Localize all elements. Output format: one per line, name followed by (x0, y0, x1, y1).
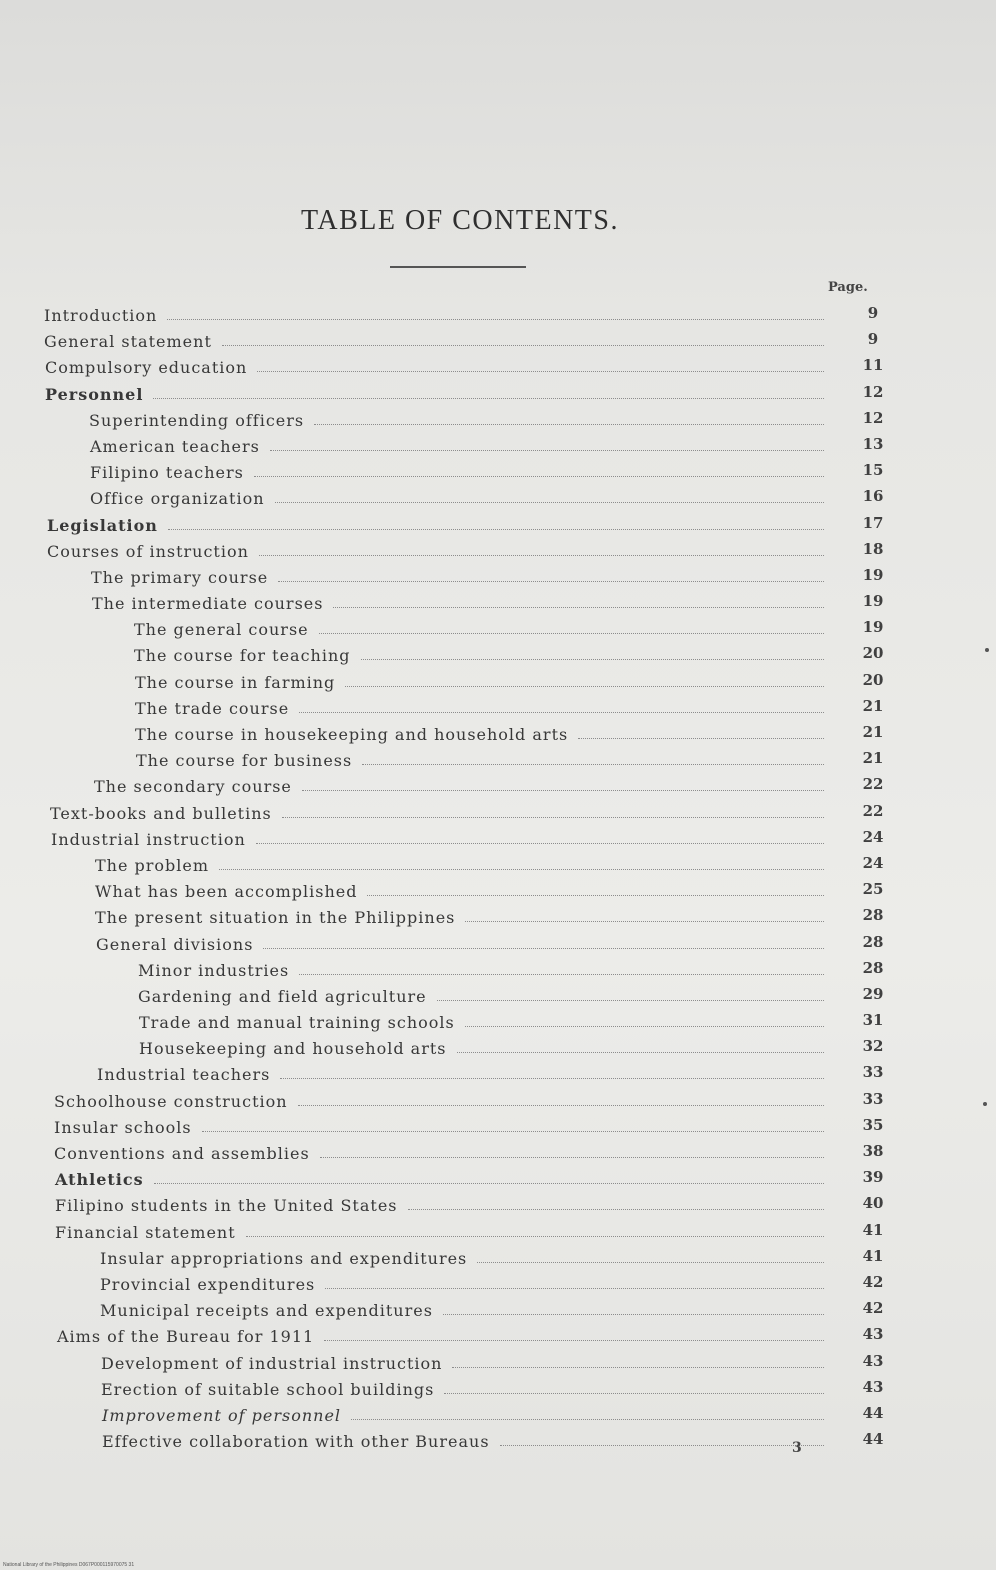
toc-entry-label: Development of industrial instruction (101, 1353, 443, 1373)
toc-leader-dots (314, 424, 824, 425)
toc-entry (0, 721, 996, 747)
toc-entry-page: 28 (862, 906, 884, 925)
toc-entry-label: Office organization (90, 489, 265, 509)
toc-entry-page: 43 (862, 1351, 884, 1370)
toc-entry-label: The course in housekeeping and household arts (135, 725, 569, 744)
toc-leader-dots (282, 817, 824, 818)
toc-entry-page: 22 (862, 775, 884, 794)
toc-entry-label: Housekeeping and household arts (139, 1039, 447, 1059)
toc-entry-label: Introduction (44, 306, 158, 325)
toc-leader-dots (154, 1183, 824, 1184)
toc-entry-page: 11 (862, 356, 884, 375)
toc-entry-label: Text-books and bulletins (50, 803, 272, 823)
toc-entry (0, 642, 996, 668)
toc-entry-page: 21 (862, 749, 884, 768)
toc-entry (0, 1009, 996, 1035)
toc-entry-label: Schoolhouse construction (54, 1091, 288, 1111)
toc-entry-page: 24 (862, 853, 884, 872)
toc-entry-page: 19 (862, 618, 884, 637)
toc-entry-page: 16 (862, 487, 884, 506)
toc-entry-label: Conventions and assemblies (54, 1144, 310, 1163)
toc-entry-label: The course in farming (135, 672, 336, 692)
toc-entry (0, 826, 996, 852)
toc-leader-dots (578, 738, 824, 739)
toc-entry-label: Aims of the Bureau for 1911 (57, 1327, 315, 1347)
toc-entry (0, 433, 996, 459)
toc-entry (0, 983, 996, 1009)
toc-entry-label: Superintending officers (89, 410, 305, 430)
toc-leader-dots (457, 1052, 824, 1053)
toc-entry-label: Improvement of personnel (102, 1405, 342, 1425)
toc-entry-page: 24 (862, 827, 884, 846)
folio-number: 3 (792, 1440, 802, 1456)
toc-leader-dots (351, 1419, 824, 1420)
toc-entry (0, 1297, 996, 1323)
toc-entry (0, 852, 996, 878)
toc-entry-page: 22 (862, 801, 884, 820)
toc-entry (0, 1245, 996, 1271)
toc-leader-dots (345, 686, 824, 687)
toc-entry-label: Minor industries (138, 960, 290, 980)
toc-leader-dots (500, 1445, 824, 1446)
toc-entry (0, 512, 996, 538)
toc-entry-label: American teachers (90, 436, 260, 456)
toc-leader-dots (168, 529, 824, 530)
toc-entry-page: 21 (862, 696, 884, 715)
toc-entry-page: 17 (862, 513, 884, 532)
toc-leader-dots (465, 1026, 824, 1027)
toc-entry-page: 21 (862, 723, 884, 741)
toc-entry-label: Legislation (47, 515, 158, 535)
toc-entry (0, 800, 996, 826)
toc-leader-dots (299, 712, 824, 713)
toc-entry-page: 19 (862, 565, 884, 584)
toc-entry-label: General divisions (96, 934, 254, 954)
toc-entry-label: The trade course (135, 698, 290, 718)
toc-entry (0, 931, 996, 957)
toc-leader-dots (452, 1367, 824, 1368)
toc-entry (0, 459, 996, 485)
toc-entry-page: 42 (862, 1299, 884, 1318)
toc-entry-label: Industrial teachers (97, 1065, 271, 1085)
toc-entry (0, 1166, 996, 1192)
toc-entry-page: 32 (862, 1037, 884, 1056)
toc-entry-label: General statement (44, 332, 212, 352)
toc-entry-page: 43 (862, 1325, 884, 1344)
toc-leader-dots (263, 948, 824, 949)
toc-entry-page: 18 (862, 539, 884, 558)
toc-entry-label: The problem (95, 855, 210, 875)
toc-entry-label: Filipino teachers (90, 463, 244, 483)
toc-entry-page: 28 (862, 958, 884, 977)
toc-leader-dots (302, 790, 824, 791)
toc-entry-page: 39 (862, 1168, 884, 1187)
scan-speck (983, 1102, 987, 1106)
toc-entry-page: 38 (862, 1142, 884, 1160)
toc-leader-dots (477, 1262, 824, 1263)
toc-entry-label: Erection of suitable school buildings (101, 1379, 435, 1399)
toc-leader-dots (320, 1157, 824, 1158)
toc-entry-label: The course for teaching (134, 646, 351, 666)
toc-entry (0, 328, 996, 354)
toc-entry-page: 33 (862, 1063, 884, 1082)
toc-entry-page: 15 (862, 461, 884, 480)
toc-entry-page: 28 (862, 932, 884, 951)
toc-entry (0, 878, 996, 904)
toc-leader-dots (219, 869, 824, 870)
toc-leader-dots (367, 895, 824, 896)
toc-entry-page: 31 (862, 1011, 884, 1030)
toc-entry (0, 1219, 996, 1245)
table-of-contents (0, 302, 996, 1454)
toc-entry (0, 616, 996, 642)
toc-entry (0, 1035, 996, 1061)
toc-entry (0, 957, 996, 983)
toc-entry-page: 41 (862, 1220, 884, 1239)
toc-entry (0, 1428, 996, 1454)
toc-entry-label: Industrial instruction (51, 829, 246, 849)
toc-leader-dots (167, 319, 824, 320)
toc-entry (0, 1376, 996, 1402)
toc-entry-page: 44 (862, 1403, 884, 1422)
toc-entry (0, 1402, 996, 1428)
toc-leader-dots (259, 555, 824, 556)
scan-footer: National Library of the Philippines D067P000115970075 31 (3, 1562, 135, 1568)
toc-entry (0, 381, 996, 407)
toc-leader-dots (437, 1000, 824, 1001)
toc-leader-dots (246, 1236, 824, 1237)
toc-entry (0, 669, 996, 695)
page-title: TABLE OF CONTENTS. (301, 205, 619, 236)
toc-entry-label: Insular schools (54, 1117, 192, 1137)
toc-entry-page: 42 (862, 1272, 884, 1291)
toc-entry (0, 695, 996, 721)
toc-leader-dots (325, 1288, 824, 1289)
toc-entry (0, 1114, 996, 1140)
toc-entry (0, 538, 996, 564)
toc-entry (0, 1192, 996, 1218)
toc-leader-dots (278, 581, 824, 582)
toc-entry (0, 407, 996, 433)
toc-entry (0, 747, 996, 773)
toc-entry (0, 564, 996, 590)
toc-entry-label: Personnel (45, 384, 144, 404)
toc-entry (0, 1088, 996, 1114)
toc-entry (0, 1271, 996, 1297)
toc-entry-label: Insular appropriations and expenditures (100, 1248, 468, 1268)
toc-entry-label: The secondary course (94, 777, 292, 797)
toc-entry-label: The course for business (136, 751, 353, 771)
toc-entry-label: Provincial expenditures (100, 1274, 316, 1294)
toc-leader-dots (256, 843, 824, 844)
toc-entry-page: 35 (862, 1115, 884, 1134)
toc-entry-label: Financial statement (55, 1222, 236, 1242)
toc-entry (0, 590, 996, 616)
toc-leader-dots (319, 633, 824, 634)
toc-entry-page: 9 (867, 304, 879, 322)
toc-entry-label: The present situation in the Philippines (95, 908, 456, 928)
toc-entry-label: The primary course (91, 567, 269, 587)
toc-leader-dots (361, 659, 824, 660)
toc-entry-page: 33 (862, 1089, 884, 1108)
toc-entry-label: Effective collaboration with other Bureaus (102, 1432, 490, 1452)
toc-entry-label: Trade and manual training schools (139, 1013, 455, 1033)
toc-entry-page: 43 (862, 1377, 884, 1396)
toc-entry-label: What has been accomplished (95, 882, 358, 902)
toc-leader-dots (333, 607, 824, 608)
toc-entry-page: 44 (862, 1430, 884, 1449)
toc-entry-page: 20 (862, 644, 884, 663)
toc-leader-dots (222, 345, 824, 346)
page-column-heading: Page. (828, 280, 868, 295)
toc-leader-dots (298, 1105, 824, 1106)
toc-entry-label: Courses of instruction (47, 541, 249, 561)
toc-entry (0, 354, 996, 380)
toc-leader-dots (254, 476, 824, 477)
toc-entry-label: Municipal receipts and expenditures (100, 1301, 433, 1321)
toc-entry-label: Compulsory education (45, 358, 248, 378)
toc-leader-dots (362, 764, 824, 765)
toc-leader-dots (202, 1131, 824, 1132)
toc-entry (0, 1140, 996, 1166)
toc-leader-dots (324, 1340, 824, 1341)
toc-entry-label: Filipino students in the United States (55, 1196, 398, 1216)
toc-entry-page: 12 (862, 408, 884, 427)
toc-leader-dots (408, 1209, 824, 1210)
toc-entry-label: Gardening and field agriculture (138, 986, 427, 1006)
toc-leader-dots (257, 371, 824, 372)
title-rule (390, 266, 526, 268)
scan-speck (985, 648, 989, 652)
toc-entry-page: 29 (862, 984, 884, 1003)
toc-entry (0, 773, 996, 799)
toc-entry (0, 302, 996, 328)
toc-leader-dots (299, 974, 824, 975)
toc-entry-page: 12 (862, 382, 884, 401)
toc-entry-page: 13 (862, 434, 884, 453)
toc-entry (0, 1350, 996, 1376)
toc-entry (0, 1061, 996, 1087)
toc-leader-dots (444, 1393, 824, 1394)
toc-leader-dots (465, 921, 824, 922)
toc-leader-dots (443, 1314, 824, 1315)
toc-entry-page: 9 (867, 330, 879, 349)
toc-leader-dots (153, 398, 824, 399)
toc-leader-dots (275, 502, 824, 503)
toc-leader-dots (280, 1078, 824, 1079)
toc-entry (0, 904, 996, 930)
toc-entry-page: 25 (862, 880, 884, 899)
toc-entry-label: The intermediate courses (92, 594, 324, 614)
toc-entry-label: The general course (134, 620, 309, 640)
toc-leader-dots (270, 450, 824, 451)
toc-entry-label: Athletics (55, 1170, 144, 1190)
toc-entry-page: 19 (862, 592, 884, 611)
toc-entry (0, 485, 996, 511)
toc-entry (0, 1323, 996, 1349)
toc-entry-page: 41 (862, 1246, 884, 1265)
toc-entry-page: 20 (862, 670, 884, 689)
toc-entry-page: 40 (862, 1194, 884, 1213)
